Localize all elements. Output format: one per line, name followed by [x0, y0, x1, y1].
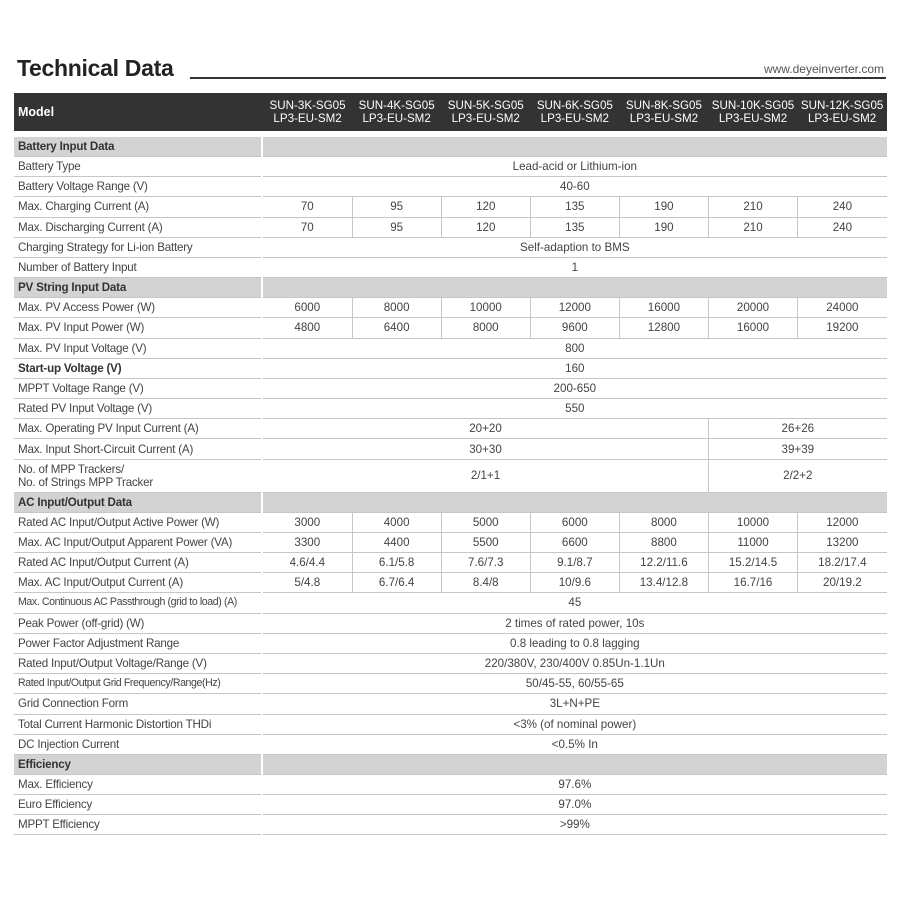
cell-value: 13200 — [798, 532, 887, 552]
row-label: Max. PV Input Power (W) — [14, 318, 261, 338]
row-label: MPPT Voltage Range (V) — [14, 378, 261, 398]
technical-data-table — [14, 93, 887, 835]
table-row — [14, 197, 887, 217]
title-divider — [190, 77, 886, 79]
row-value: Lead-acid or Lithium-ion — [263, 157, 887, 177]
row-label: Rated PV Input Voltage (V) — [14, 399, 261, 419]
table-row — [14, 419, 887, 439]
row-value: 0.8 leading to 0.8 lagging — [263, 633, 887, 653]
row-label: Battery Type — [14, 157, 261, 177]
row-value: >99% — [263, 815, 887, 835]
table-row — [14, 633, 887, 653]
cell-value: 240 — [798, 197, 887, 217]
table-row — [14, 338, 887, 358]
row-label: Max. Charging Current (A) — [14, 197, 261, 217]
cell-value: 4800 — [263, 318, 352, 338]
table-row — [14, 532, 887, 552]
row-label: Max. Continuous AC Passthrough (grid to load) (A) — [14, 593, 261, 613]
cell-value: 135 — [530, 197, 619, 217]
table-row — [14, 399, 887, 419]
row-value: 800 — [263, 338, 887, 358]
row-label: Number of Battery Input — [14, 257, 261, 277]
row-label: Rated AC Input/Output Current (A) — [14, 553, 261, 573]
cell-value: 240 — [798, 217, 887, 237]
cell-value: 6400 — [352, 318, 441, 338]
cell-value: 4.6/4.4 — [263, 553, 352, 573]
cell-value: 95 — [352, 197, 441, 217]
table-row — [14, 177, 887, 197]
table-row — [14, 459, 887, 492]
row-label: Max. Input Short-Circuit Current (A) — [14, 439, 261, 459]
cell-value: 19200 — [798, 318, 887, 338]
cell-value: 120 — [441, 197, 530, 217]
section-header-efficiency — [14, 754, 887, 774]
row-value: 26+26 — [708, 419, 886, 439]
table-row — [14, 653, 887, 673]
section-title: Efficiency — [14, 754, 261, 774]
section-header-battery — [14, 137, 887, 157]
cell-value: 6.1/5.8 — [352, 553, 441, 573]
table-row — [14, 553, 887, 573]
cell-value: 4000 — [352, 512, 441, 532]
cell-value: 12000 — [530, 298, 619, 318]
cell-value: 5500 — [441, 532, 530, 552]
cell-value: 3000 — [263, 512, 352, 532]
cell-value: 190 — [619, 197, 708, 217]
row-value: 3L+N+PE — [263, 694, 887, 714]
section-title: AC Input/Output Data — [14, 492, 261, 512]
table-row — [14, 714, 887, 734]
table-row — [14, 694, 887, 714]
section-title: Battery Input Data — [14, 137, 261, 157]
row-label: Max. Efficiency — [14, 774, 261, 794]
row-label: Euro Efficiency — [14, 795, 261, 815]
row-value: 97.6% — [263, 774, 887, 794]
table-row — [14, 318, 887, 338]
row-value: 1 — [263, 257, 887, 277]
cell-value: 13.4/12.8 — [619, 573, 708, 593]
row-label: Max. Operating PV Input Current (A) — [14, 419, 261, 439]
section-header-ac — [14, 492, 887, 512]
cell-value: 20/19.2 — [798, 573, 887, 593]
model-header-row — [14, 93, 887, 131]
model-name: SUN-6K-SG05 LP3-EU-SM2 — [530, 93, 619, 131]
table-row — [14, 593, 887, 613]
row-label: Power Factor Adjustment Range — [14, 633, 261, 653]
cell-value: 16000 — [619, 298, 708, 318]
table-row — [14, 774, 887, 794]
row-value: 220/380V, 230/400V 0.85Un-1.1Un — [263, 653, 887, 673]
row-label: Start-up Voltage (V) — [14, 358, 261, 378]
cell-value: 6000 — [530, 512, 619, 532]
row-value: Self-adaption to BMS — [263, 237, 887, 257]
row-label: DC Injection Current — [14, 734, 261, 754]
model-name: SUN-12K-SG05 LP3-EU-SM2 — [798, 93, 887, 131]
cell-value: 120 — [441, 217, 530, 237]
row-label: Grid Connection Form — [14, 694, 261, 714]
table-row — [14, 257, 887, 277]
cell-value: 15.2/14.5 — [708, 553, 797, 573]
model-name: SUN-3K-SG05 LP3-EU-SM2 — [263, 93, 352, 131]
cell-value: 8800 — [619, 532, 708, 552]
table-row — [14, 298, 887, 318]
row-label: Rated Input/Output Grid Frequency/Range(Hz) — [14, 674, 261, 694]
row-label: Max. Discharging Current (A) — [14, 217, 261, 237]
table-row — [14, 439, 887, 459]
section-header-pv — [14, 278, 887, 298]
row-value: 97.0% — [263, 795, 887, 815]
cell-value: 8000 — [352, 298, 441, 318]
cell-value: 6.7/6.4 — [352, 573, 441, 593]
table-row — [14, 512, 887, 532]
cell-value: 190 — [619, 217, 708, 237]
row-label: Charging Strategy for Li-ion Battery — [14, 237, 261, 257]
row-label: Peak Power (off-grid) (W) — [14, 613, 261, 633]
cell-value: 18.2/17.4 — [798, 553, 887, 573]
row-label: Battery Voltage Range (V) — [14, 177, 261, 197]
row-value: 200-650 — [263, 378, 887, 398]
row-label: Max. PV Input Voltage (V) — [14, 338, 261, 358]
cell-value: 8.4/8 — [441, 573, 530, 593]
cell-value: 3300 — [263, 532, 352, 552]
row-value: 40-60 — [263, 177, 887, 197]
row-value: 2/2+2 — [708, 459, 886, 492]
section-title: PV String Input Data — [14, 278, 261, 298]
cell-value: 6600 — [530, 532, 619, 552]
cell-value: 16.7/16 — [708, 573, 797, 593]
row-label: Rated Input/Output Voltage/Range (V) — [14, 653, 261, 673]
table-row — [14, 237, 887, 257]
cell-value: 210 — [708, 197, 797, 217]
row-label: Max. AC Input/Output Current (A) — [14, 573, 261, 593]
model-name: SUN-4K-SG05 LP3-EU-SM2 — [352, 93, 441, 131]
table-row — [14, 815, 887, 835]
cell-value: 8000 — [441, 318, 530, 338]
row-value: 30+30 — [263, 439, 708, 459]
table-row — [14, 795, 887, 815]
cell-value: 6000 — [263, 298, 352, 318]
row-value: <3% (of nominal power) — [263, 714, 887, 734]
cell-value: 9.1/8.7 — [530, 553, 619, 573]
cell-value: 5/4.8 — [263, 573, 352, 593]
cell-value: 135 — [530, 217, 619, 237]
cell-value: 4400 — [352, 532, 441, 552]
cell-value: 16000 — [708, 318, 797, 338]
cell-value: 20000 — [708, 298, 797, 318]
table-row — [14, 674, 887, 694]
table-row — [14, 613, 887, 633]
cell-value: 10/9.6 — [530, 573, 619, 593]
row-label: Rated AC Input/Output Active Power (W) — [14, 512, 261, 532]
row-label: Max. PV Access Power (W) — [14, 298, 261, 318]
row-value: 2 times of rated power, 10s — [263, 613, 887, 633]
table-row — [14, 358, 887, 378]
cell-value: 12800 — [619, 318, 708, 338]
cell-value: 5000 — [441, 512, 530, 532]
cell-value: 12.2/11.6 — [619, 553, 708, 573]
cell-value: 70 — [263, 197, 352, 217]
row-label: MPPT Efficiency — [14, 815, 261, 835]
row-value: 39+39 — [708, 439, 886, 459]
model-header-label: Model — [14, 93, 261, 131]
cell-value: 210 — [708, 217, 797, 237]
model-name: SUN-5K-SG05 LP3-EU-SM2 — [441, 93, 530, 131]
row-label: Total Current Harmonic Distortion THDi — [14, 714, 261, 734]
row-label: No. of MPP Trackers/ No. of Strings MPP Tracker — [14, 459, 261, 492]
cell-value: 70 — [263, 217, 352, 237]
cell-value: 9600 — [530, 318, 619, 338]
cell-value: 11000 — [708, 532, 797, 552]
row-value: 550 — [263, 399, 887, 419]
table-row — [14, 157, 887, 177]
row-label: Max. AC Input/Output Apparent Power (VA) — [14, 532, 261, 552]
page-title: Technical Data — [17, 55, 174, 81]
row-value: 160 — [263, 358, 887, 378]
cell-value: 10000 — [441, 298, 530, 318]
cell-value: 24000 — [798, 298, 887, 318]
row-value: <0.5% In — [263, 734, 887, 754]
model-name: SUN-10K-SG05 LP3-EU-SM2 — [708, 93, 797, 131]
table-row — [14, 378, 887, 398]
row-value: 2/1+1 — [263, 459, 708, 492]
table-row — [14, 573, 887, 593]
cell-value: 10000 — [708, 512, 797, 532]
cell-value: 8000 — [619, 512, 708, 532]
model-name: SUN-8K-SG05 LP3-EU-SM2 — [619, 93, 708, 131]
row-value: 20+20 — [263, 419, 708, 439]
website-url[interactable]: www.deyeinverter.com — [763, 62, 884, 76]
cell-value: 7.6/7.3 — [441, 553, 530, 573]
cell-value: 95 — [352, 217, 441, 237]
table-row — [14, 734, 887, 754]
row-value: 45 — [263, 593, 887, 613]
cell-value: 12000 — [798, 512, 887, 532]
row-value: 50/45-55, 60/55-65 — [263, 674, 887, 694]
table-row — [14, 217, 887, 237]
